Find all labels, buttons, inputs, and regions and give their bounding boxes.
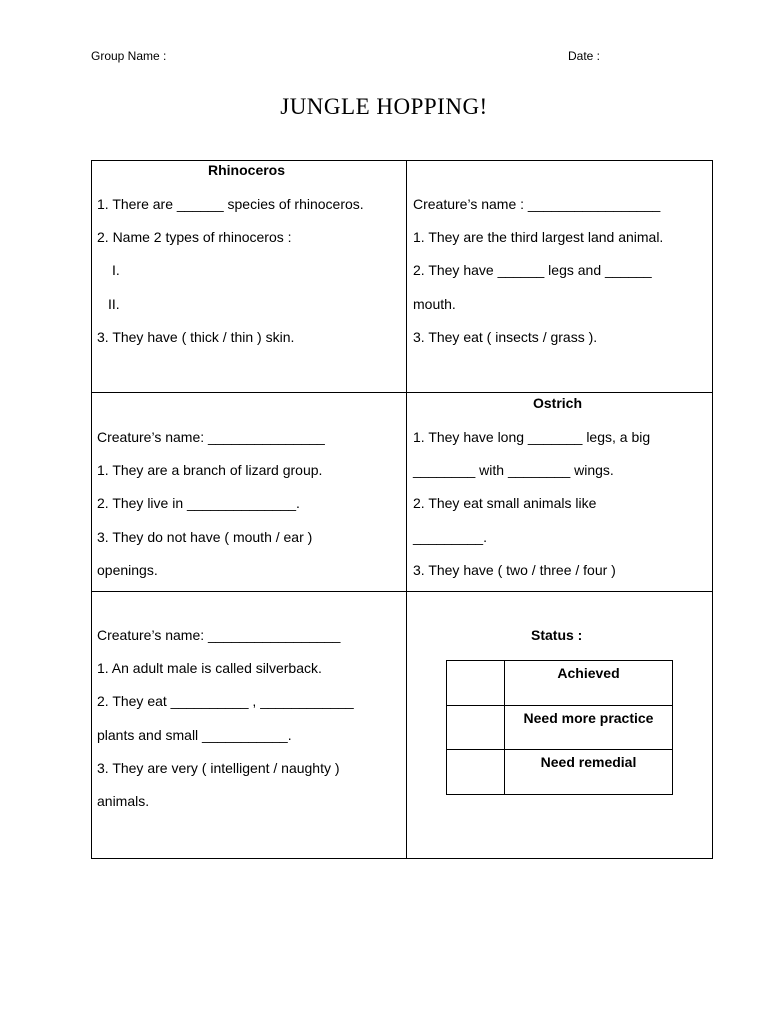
question-line: 3. They eat ( insects / grass ). <box>413 329 598 345</box>
question-line: animals. <box>97 793 150 809</box>
cell-heading: Ostrich <box>533 395 583 411</box>
status-checkbox[interactable] <box>447 661 505 706</box>
question-line: 1. An adult male is called silverback. <box>97 660 322 676</box>
status-option: Achieved <box>505 661 673 706</box>
grid-divider-row-1 <box>91 392 713 393</box>
question-line: ________ with ________ wings. <box>413 462 614 478</box>
question-line: 2. They eat small animals like <box>413 495 597 511</box>
question-line: 1. They have long _______ legs, a big <box>413 429 651 445</box>
status-option: Need remedial <box>505 750 673 795</box>
answer-item: II. <box>108 296 120 312</box>
status-row <box>447 705 673 750</box>
question-line: mouth. <box>413 296 456 312</box>
question-line: 1. They are the third largest land animal. <box>413 229 664 245</box>
status-checkbox[interactable] <box>447 705 505 750</box>
question-line: 1. There are ______ species of rhinoceros. <box>97 196 364 212</box>
status-checkbox[interactable] <box>447 750 505 795</box>
creature-name-line: Creature’s name: _________________ <box>97 627 341 643</box>
question-line: _________. <box>413 529 487 545</box>
status-option: Need more practice <box>505 705 673 750</box>
status-row <box>447 750 673 795</box>
status-row <box>447 661 673 706</box>
cell-heading: Rhinoceros <box>208 162 286 178</box>
question-line: 2. They have ______ legs and ______ <box>413 262 652 278</box>
group-name-label: Group Name : <box>91 49 167 63</box>
status-table <box>446 660 673 795</box>
question-line: 2. Name 2 types of rhinoceros : <box>97 229 292 245</box>
question-line: 3. They are very ( intelligent / naughty ) <box>97 760 340 776</box>
question-line: 3. They have ( thick / thin ) skin. <box>97 329 295 345</box>
grid-divider-vertical <box>406 160 407 859</box>
question-line: 2. They live in ______________. <box>97 495 300 511</box>
question-line: openings. <box>97 562 158 578</box>
question-line: 2. They eat __________ , ____________ <box>97 693 354 709</box>
date-label: Date : <box>568 49 601 63</box>
question-line: plants and small ___________. <box>97 727 292 743</box>
grid-divider-row-2 <box>91 591 713 592</box>
question-line: 1. They are a branch of lizard group. <box>97 462 323 478</box>
status-label: Status : <box>531 627 583 643</box>
question-line: 3. They have ( two / three / four ) <box>413 562 616 578</box>
question-line: 3. They do not have ( mouth / ear ) <box>97 529 313 545</box>
answer-item: I. <box>112 262 120 278</box>
creature-name-line: Creature’s name: _______________ <box>97 429 325 445</box>
creature-name-line: Creature’s name : _________________ <box>413 196 661 212</box>
worksheet-title: JUNGLE HOPPING! <box>280 94 488 119</box>
